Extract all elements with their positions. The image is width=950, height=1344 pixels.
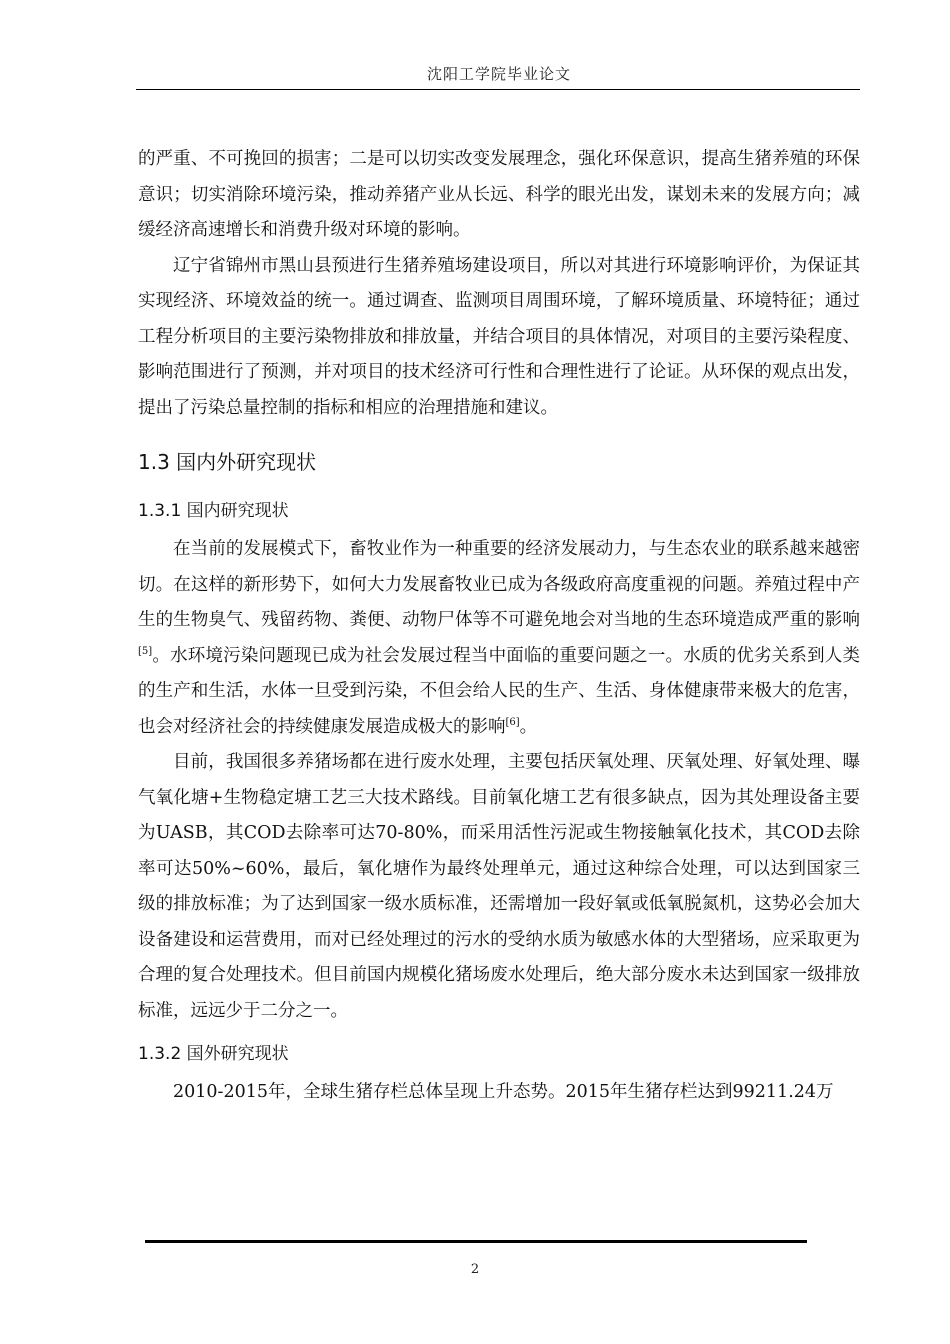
header-divider [136, 89, 860, 90]
document-body [138, 142, 860, 1111]
paragraph-domestic-research-2: 目前，我国很多养猪场都在进行废水处理，主要包括厌氧处理、厌氧处理、好氧处理、曝气氧化塘+生物稳定塘工艺三大技术路线。目前氧化塘工艺有很多缺点，因为其处理设备主要为UASB，其COD去除率可达70-80%，而采用活性污泥或生物接触氧化技术，其COD去除率可达50%~60%，最后，氧化塘作为最终处理单元，通过这种综合处理，可以达到国家三级的排放标准；为了达到国家一级水质标准，还需增加一段好氧或低氧脱氮机，这势必会加大设备建设和运营费用，而对已经处理过的污水的受纳水质为敏感水体的大型猪场，应采取更为合理的复合处理技术。但目前国内规模化猪场废水处理后，绝大部分废水未达到国家一级排放标准，远远少于二分之一。 [138, 752, 860, 1021]
citation-ref-5: [5] [138, 645, 153, 657]
subsection-heading-1-3-1: 1.3.1 国内研究现状 [138, 501, 289, 521]
paragraph-continuation: 的严重、不可挽回的损害；二是可以切实改变发展理念，强化环保意识，提高生猪养殖的环保意识；切实消除环境污染，推动养猪产业从长远、科学的眼光出发，谋划未来的发展方向；减缓经济高速增长和消费升级对环境的影响。 [138, 149, 860, 240]
subsection-heading-1-3-2: 1.3.2 国外研究现状 [138, 1044, 289, 1064]
paragraph-project-intro: 辽宁省锦州市黑山县预进行生猪养殖场建设项目，所以对其进行环境影响评价，为保证其实现经济、环境效益的统一。通过调查、监测项目周围环境，了解环境质量、环境特征；通过工程分析项目的主要污染物排放和排放量，并结合项目的具体情况，对项目的主要污染程度、影响范围进行了预测，并对项目的技术经济可行性和合理性进行了论证。从环保的观点出发，提出了污染总量控制的指标和相应的治理措施和建议。 [138, 255, 860, 418]
paragraph-text: 在当前的发展模式下，畜牧业作为一种重要的经济发展动力，与生态农业的联系越来越密切。在这样的新形势下，如何大力发展畜牧业已成为各级政府高度重视的问题。养殖过程中产生的生物臭气、残留药物、粪便、动物尸体等不可避免地会对当地的生态环境造成严重的影响 [138, 539, 860, 630]
section-heading-1-3: 1.3 国内外研究现状 [138, 450, 317, 474]
paragraph-text: 。 [519, 716, 538, 737]
footer-divider [145, 1240, 807, 1243]
paragraph-domestic-research-1 [138, 532, 860, 745]
page-header-title: 沈阳工学院毕业论文 [426, 65, 571, 83]
paragraph-text: 。水环境污染问题现已成为社会发展过程当中面临的重要问题之一。水质的优劣关系到人类的生产和生活，水体一旦受到污染，不但会给人民的生产、生活、身体健康带来极大的危害，也会对经济社会的持续健康发展造成极大的影响 [138, 645, 860, 737]
citation-ref-6: [6] [505, 716, 520, 728]
paragraph-foreign-research-1: 2010-2015年，全球生猪存栏总体呈现上升态势。2015年生猪存栏达到99211.24万 [173, 1082, 834, 1102]
page-number: 2 [470, 1262, 480, 1277]
